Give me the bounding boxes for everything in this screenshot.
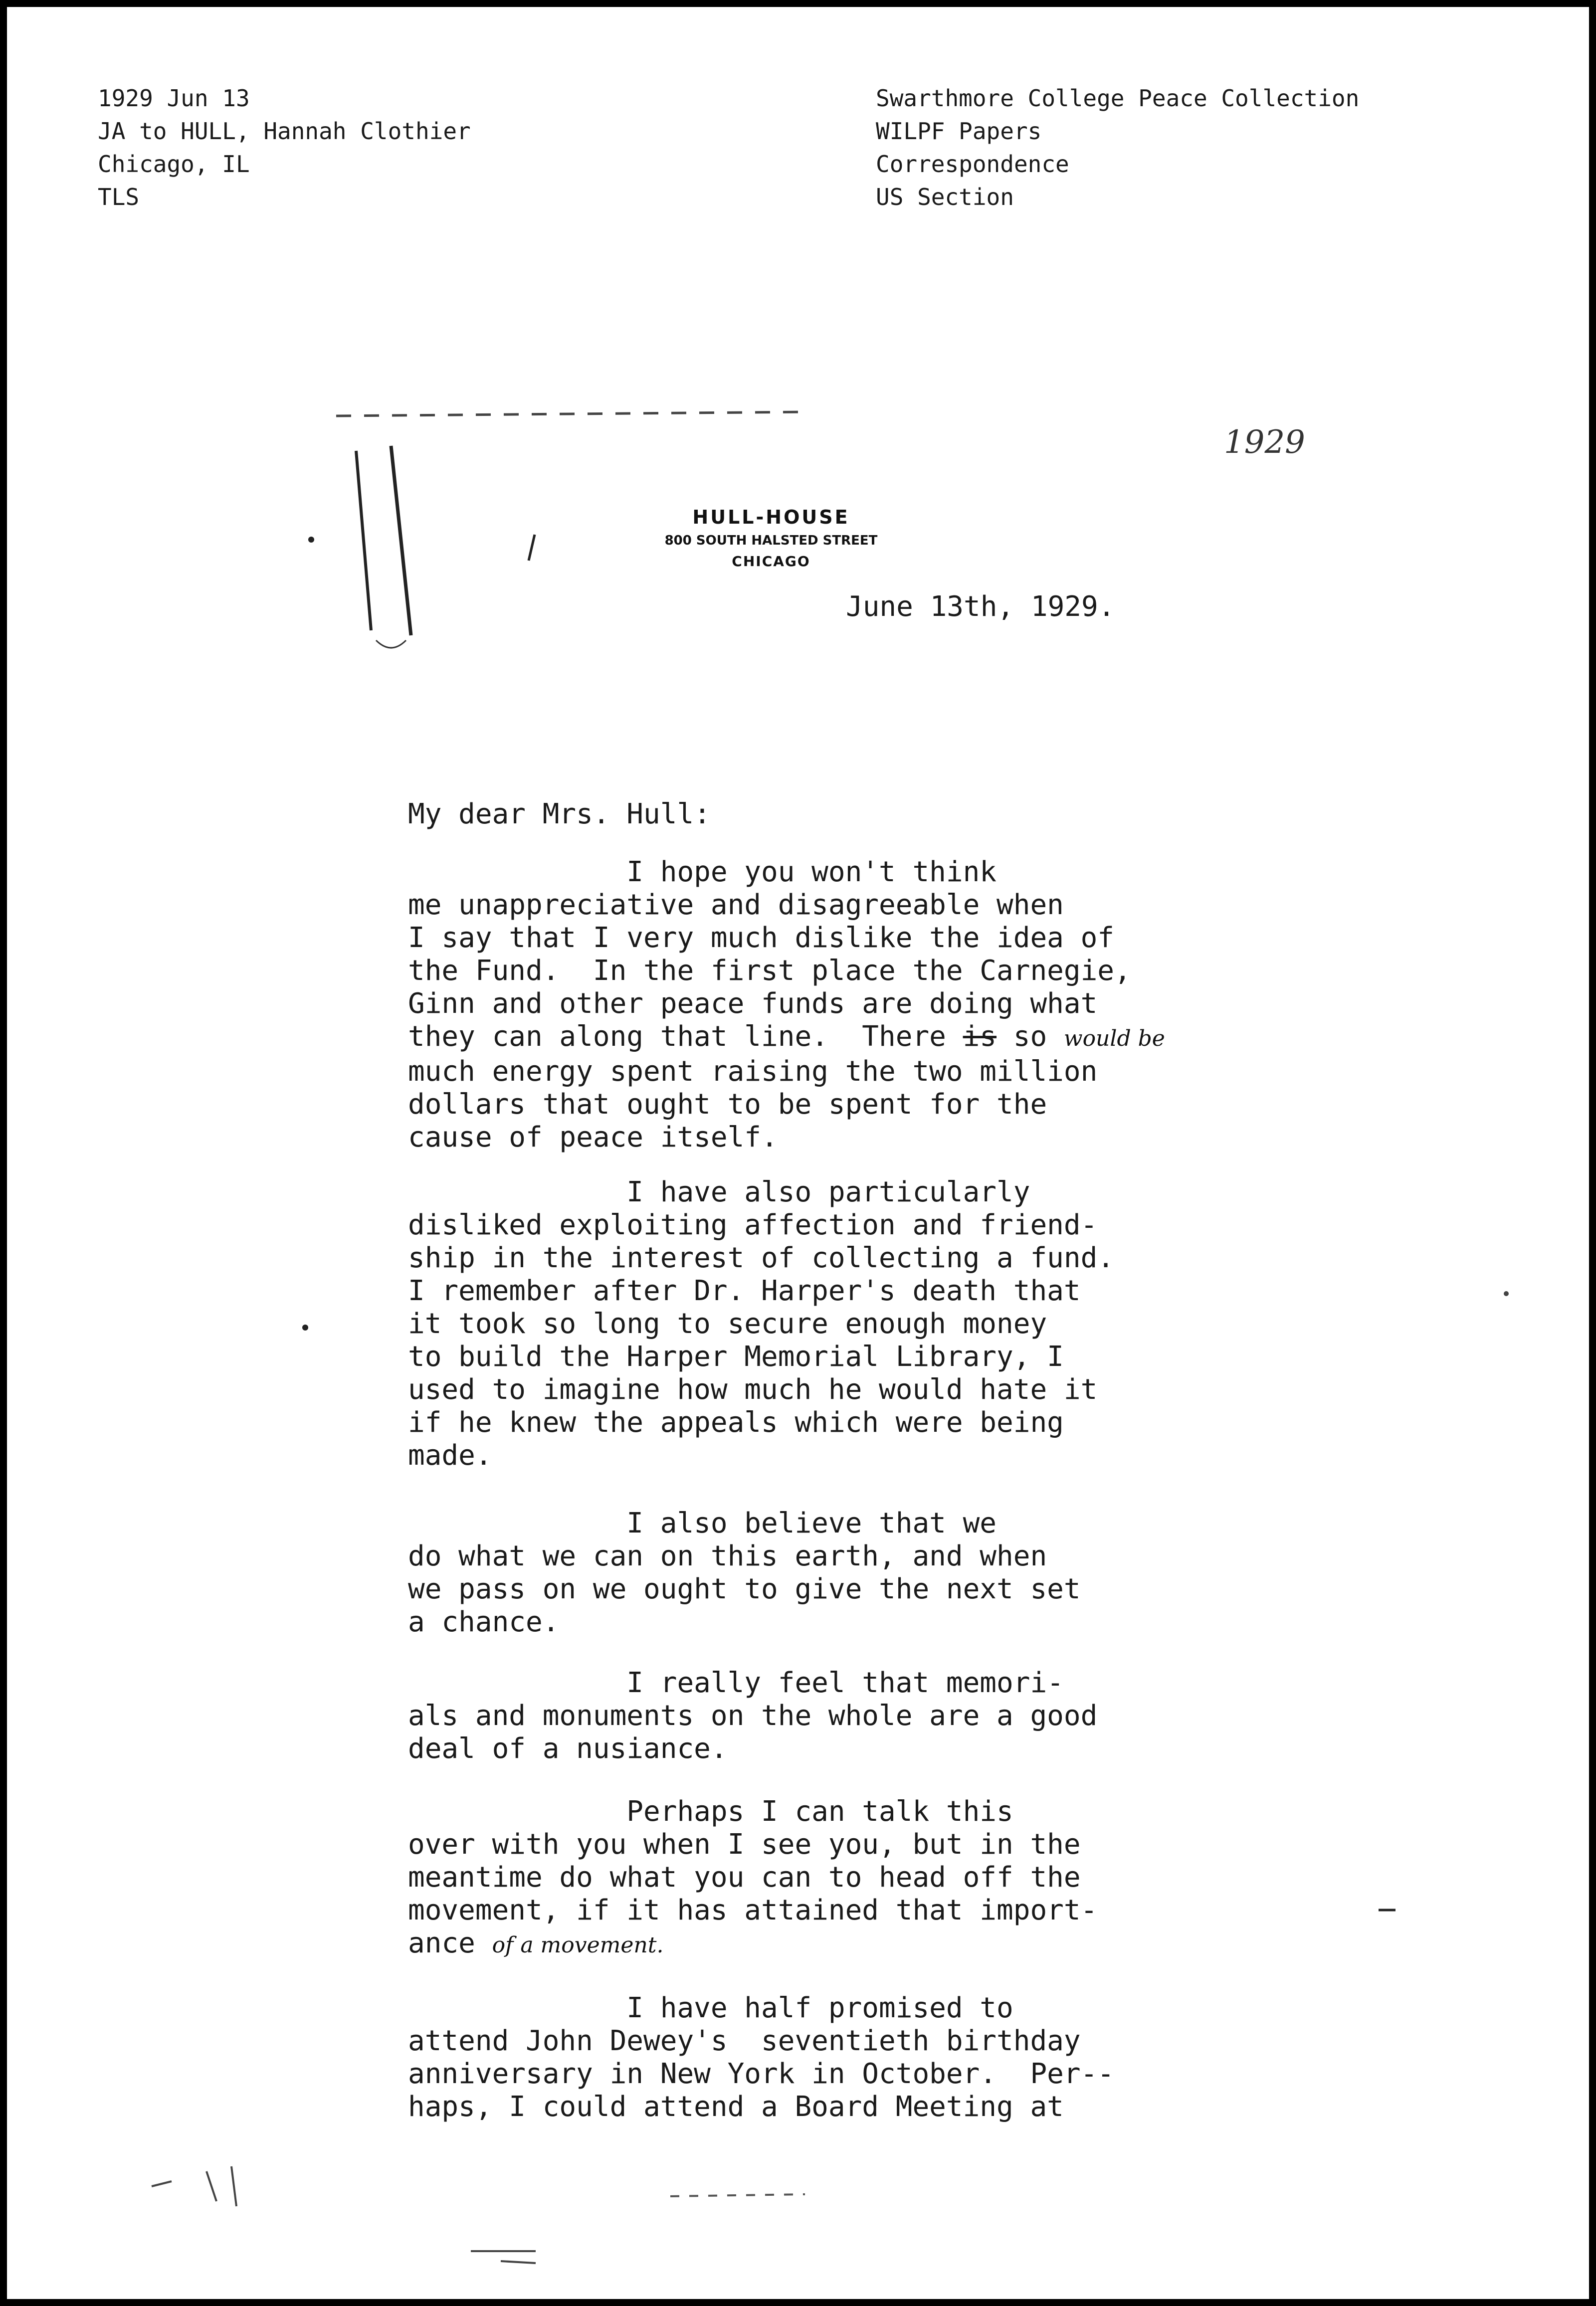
text-line: the Fund. In the first place the Carnegie, — [408, 955, 1131, 987]
paragraph-2 — [408, 1176, 1114, 1472]
catalog-papers: WILPF Papers — [876, 118, 1042, 145]
pencil-year-note: 1929 — [1224, 424, 1305, 461]
handwritten-correction: would be — [1063, 1026, 1165, 1051]
paragraph-1 — [408, 856, 1165, 1154]
text-line: haps, I could attend a Board Meeting at — [408, 2091, 1064, 2123]
text-line: to build the Harper Memorial Library, I — [408, 1341, 1064, 1373]
salutation: My dear Mrs. Hull: — [408, 798, 711, 830]
letterhead — [611, 504, 931, 573]
text-line: ship in the interest of collecting a fund. — [408, 1242, 1115, 1274]
text-line: anniversary in New York in October. Per-- — [408, 2058, 1115, 2090]
paragraph-5 — [408, 1795, 1097, 1962]
text-line: made. — [408, 1439, 492, 1472]
text-line: a chance. — [408, 1606, 560, 1638]
text-line: do what we can on this earth, and when — [408, 1540, 1047, 1572]
paragraph-3 — [408, 1507, 1081, 1639]
letter-date: June 13th, 1929. — [846, 590, 1115, 623]
letterhead-street: 800 SOUTH HALSTED STREET — [664, 533, 878, 548]
paragraph-6 — [408, 1992, 1114, 2123]
text-line: if he knew the appeals which were being — [408, 1406, 1064, 1439]
text-line: I have half promised to — [408, 1992, 1013, 2024]
text-line-with-correction — [408, 1927, 1097, 1962]
catalog-date: 1929 Jun 13 — [98, 85, 250, 112]
text-line: me unappreciative and disagreeable when — [408, 889, 1064, 921]
catalog-correspondents: JA to HULL, Hannah Clothier — [98, 118, 471, 145]
text-segment: ance — [408, 1927, 475, 1959]
text-line: als and monuments on the whole are a good — [408, 1700, 1098, 1732]
text-line: Ginn and other peace funds are doing what — [408, 987, 1098, 1020]
text-line: meantime do what you can to head off the — [408, 1861, 1081, 1894]
text-line: I have also particularly — [408, 1176, 1030, 1208]
text-line: much energy spent raising the two million — [408, 1055, 1098, 1088]
text-line: cause of peace itself. — [408, 1121, 778, 1153]
catalog-place: Chicago, IL — [98, 151, 250, 178]
text-line-with-correction — [408, 1020, 1165, 1055]
text-line: dollars that ought to be spent for the — [408, 1088, 1047, 1121]
text-line: movement, if it has attained that import- — [408, 1894, 1098, 1926]
text-line: Perhaps I can talk this — [408, 1795, 1013, 1828]
handwritten-correction: of a movement. — [492, 1932, 664, 1958]
catalog-collection: Swarthmore College Peace Collection — [876, 85, 1360, 112]
letterhead-city: CHICAGO — [732, 553, 810, 570]
text-line: over with you when I see you, but in the — [408, 1828, 1081, 1861]
text-line: I really feel that memori- — [408, 1667, 1064, 1699]
text-line: I say that I very much dislike the idea of — [408, 922, 1115, 954]
text-segment: they can along that line. There — [408, 1020, 963, 1053]
text-line: I also believe that we — [408, 1507, 997, 1539]
text-line: disliked exploiting affection and friend- — [408, 1209, 1098, 1241]
text-line: used to imagine how much he would hate it — [408, 1373, 1098, 1406]
letterhead-name: HULL-HOUSE — [692, 506, 850, 528]
text-line: we pass on we ought to give the next set — [408, 1573, 1081, 1605]
catalog-section: US Section — [876, 184, 1014, 210]
text-line: attend John Dewey's seventieth birthday — [408, 2025, 1081, 2057]
catalog-series: Correspondence — [876, 151, 1069, 178]
struck-word: is — [963, 1020, 997, 1053]
text-line: I remember after Dr. Harper's death that — [408, 1275, 1081, 1307]
catalog-format: TLS — [98, 184, 140, 210]
text-line: it took so long to secure enough money — [408, 1308, 1047, 1340]
text-segment: so — [997, 1020, 1047, 1053]
paragraph-4 — [408, 1667, 1097, 1765]
text-line: deal of a nusiance. — [408, 1732, 728, 1765]
text-line: I hope you won't think — [408, 856, 997, 888]
letter-page — [7, 7, 1589, 2299]
